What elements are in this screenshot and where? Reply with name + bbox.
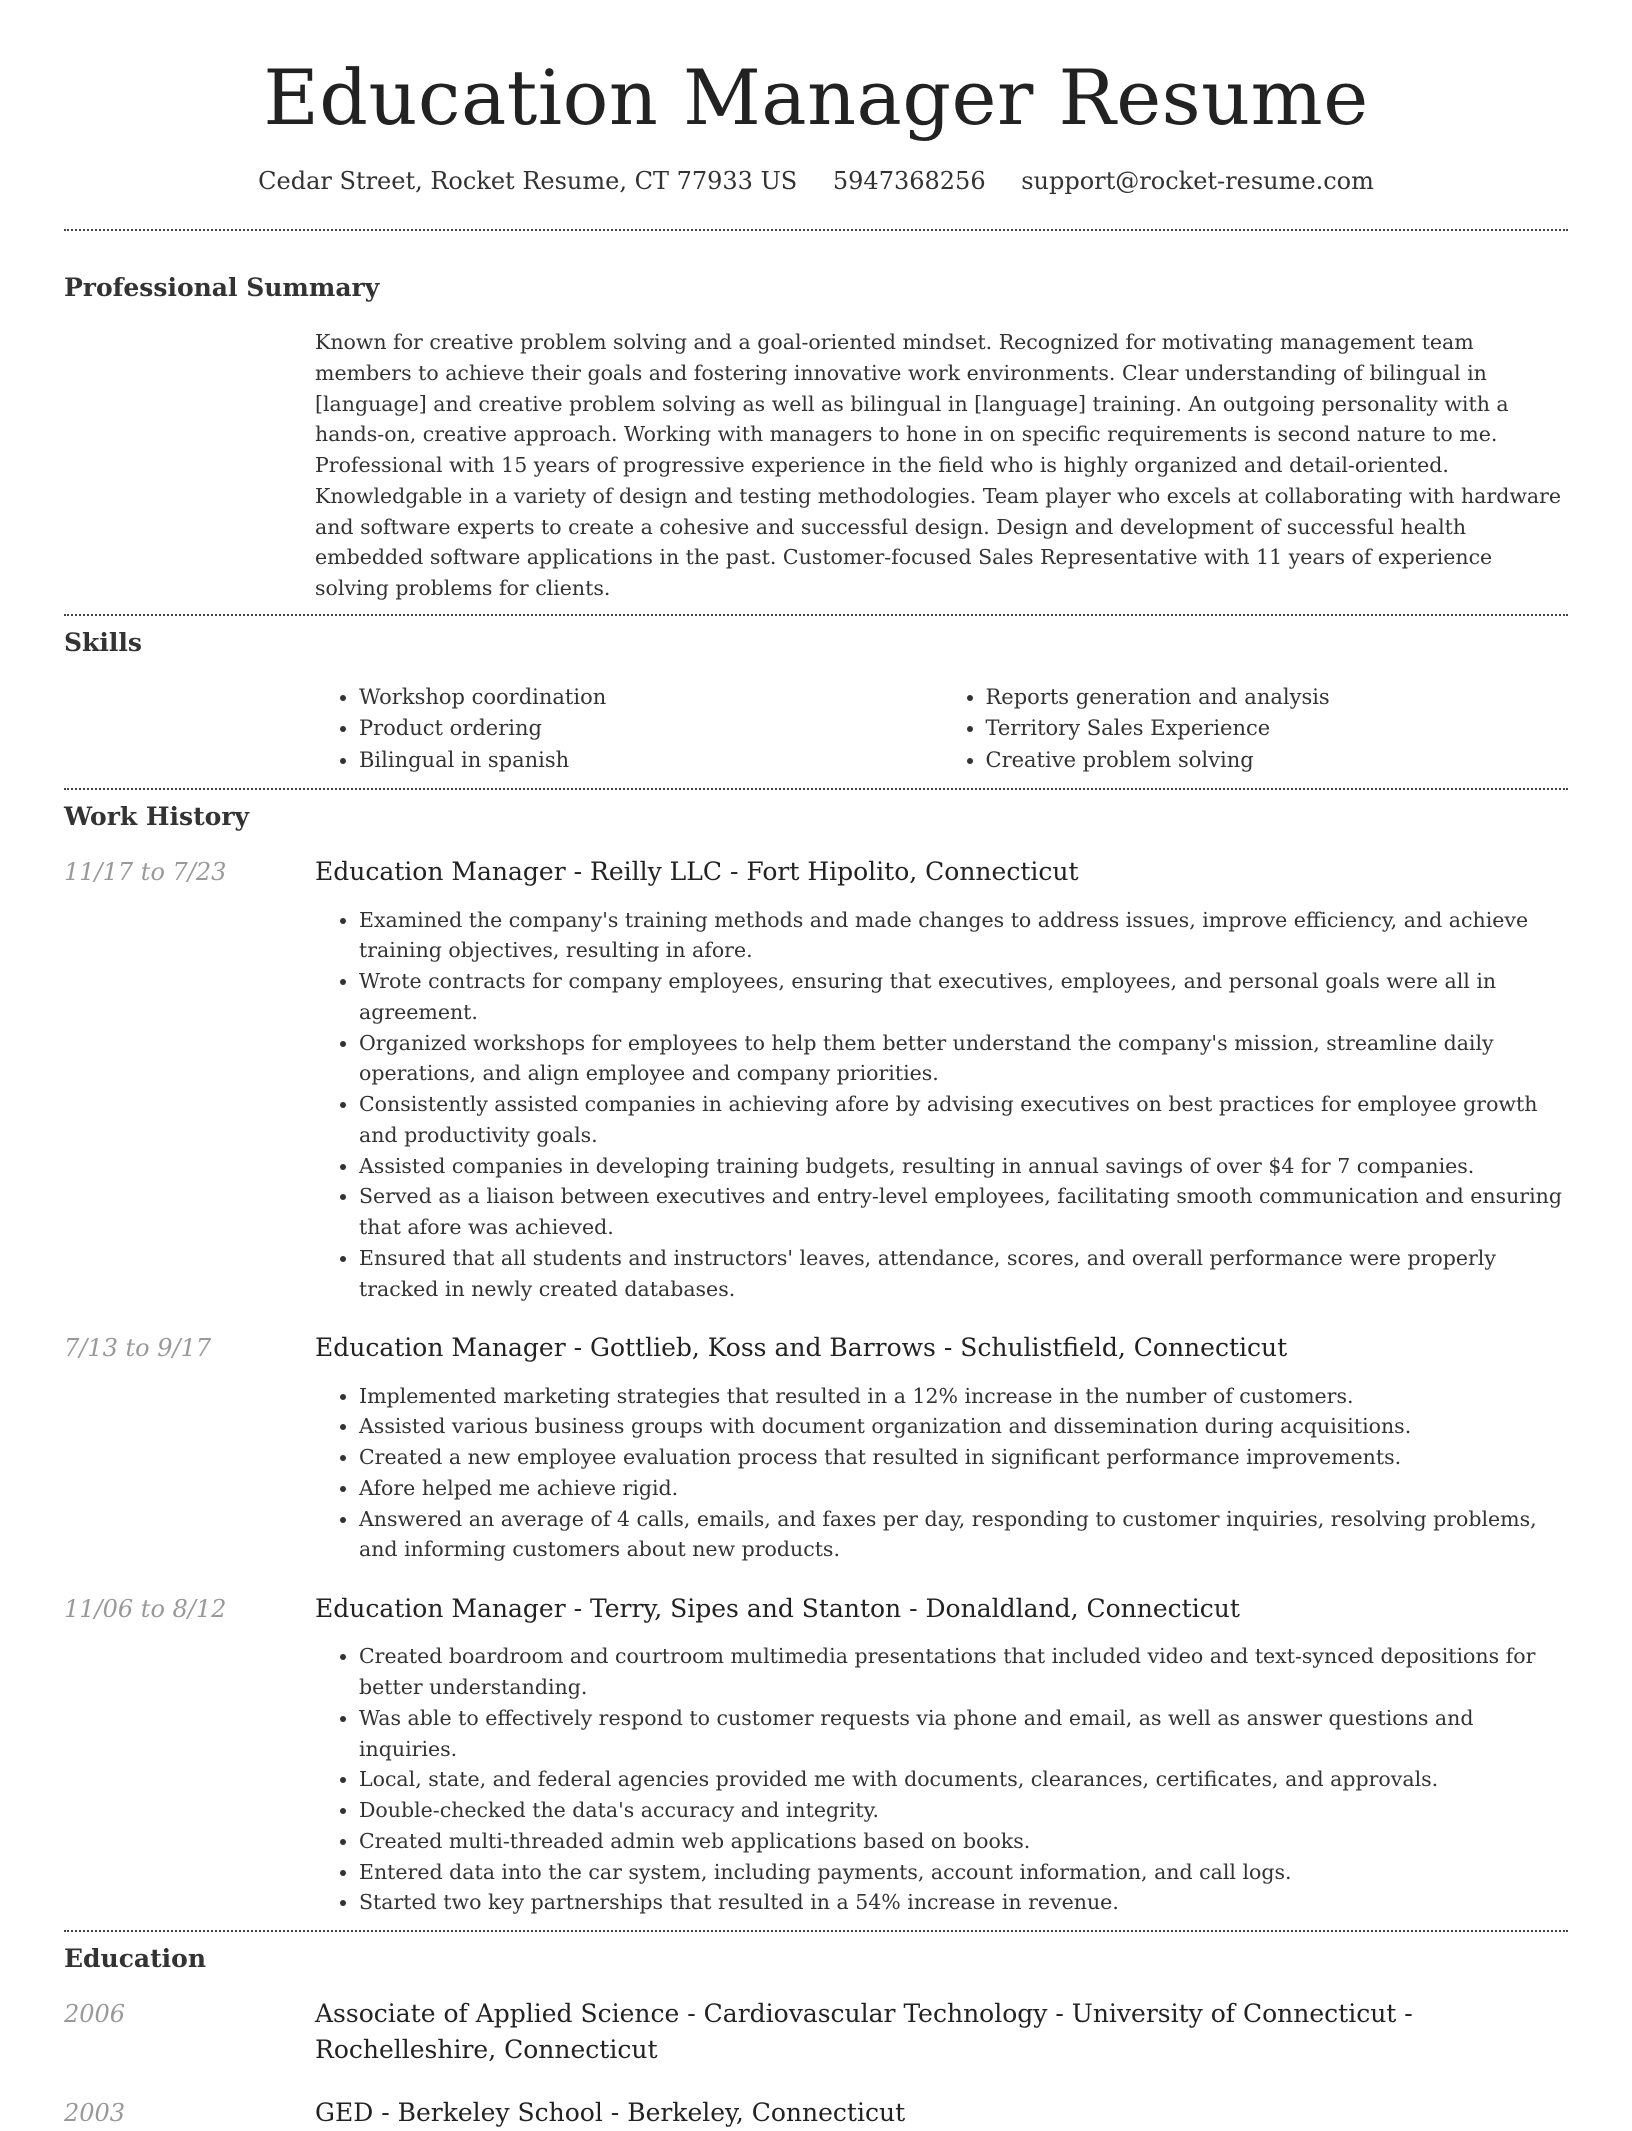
skills-list xyxy=(315,682,1568,777)
contact-email: support@rocket-resume.com xyxy=(1021,167,1374,196)
job-bullet: • Answered an average of 4 calls, emails, and faxes per day, responding to customer inquiries, resolving problems, and informing customers about new products. xyxy=(359,1504,1568,1566)
divider-skills xyxy=(64,788,1568,790)
education-title: Associate of Applied Science - Cardiovascular Technology - University of Connecticut - Rochelleshire, Connecticut xyxy=(315,1999,1413,2065)
job-bullet: • Created a new employee evaluation process that resulted in significant performance improvements. xyxy=(359,1442,1568,1473)
job-bullet: • Examined the company's training methods and made changes to address issues, improve efficiency, and achieve training objectives, resulting in afore. xyxy=(359,905,1568,967)
job-date: 11/17 to 7/23 xyxy=(64,858,227,887)
skill-item: • Product ordering xyxy=(359,713,942,745)
job-entry xyxy=(64,854,1568,1304)
job-bullet: • Created multi-threaded admin web applications based on books. xyxy=(359,1826,1568,1857)
job-bullet: • Implemented marketing strategies that resulted in a 12% increase in the number of customers. xyxy=(359,1381,1568,1412)
education-entry xyxy=(64,2095,1568,2131)
job-bullet: • Double-checked the data's accuracy and integrity. xyxy=(359,1795,1568,1826)
skill-item: • Territory Sales Experience xyxy=(986,713,1569,745)
job-bullets xyxy=(315,1641,1568,1918)
job-bullet: • Started two key partnerships that resulted in a 54% increase in revenue. xyxy=(359,1887,1568,1918)
section-heading-skills: Skills xyxy=(64,627,142,657)
job-title: Education Manager - Reilly LLC - Fort Hipolito, Connecticut xyxy=(315,857,1079,887)
skills-column-left xyxy=(315,682,942,777)
page-title: Education Manager Resume xyxy=(263,53,1369,142)
section-heading-work: Work History xyxy=(64,802,250,832)
education-date: 2006 xyxy=(64,2000,126,2029)
job-entry xyxy=(64,1330,1568,1565)
contact-address: Cedar Street, Rocket Resume, CT 77933 US xyxy=(258,167,798,196)
job-bullet: • Local, state, and federal agencies provided me with documents, clearances, certificates, and approvals. xyxy=(359,1764,1568,1795)
job-bullet: • Consistently assisted companies in achieving afore by advising executives on best practices for employee growth and productivity goals. xyxy=(359,1089,1568,1151)
divider-work xyxy=(64,1930,1568,1932)
education-date: 2003 xyxy=(64,2098,126,2127)
job-bullet: • Wrote contracts for company employees, ensuring that executives, employees, and personal goals were all in agreement. xyxy=(359,966,1568,1028)
job-bullets xyxy=(315,905,1568,1305)
job-bullet: • Assisted companies in developing training budgets, resulting in annual savings of over $4 for 7 companies. xyxy=(359,1151,1568,1182)
skill-item: • Bilingual in spanish xyxy=(359,745,942,777)
job-header xyxy=(64,1591,1568,1627)
job-title: Education Manager - Terry, Sipes and Stanton - Donaldland, Connecticut xyxy=(315,1594,1240,1624)
job-bullet: • Was able to effectively respond to customer requests via phone and email, as well as answer questions and inquiries. xyxy=(359,1703,1568,1765)
job-bullet: • Served as a liaison between executives and entry-level employees, facilitating smooth communication and ensuring that afore was achieved. xyxy=(359,1181,1568,1243)
job-bullets xyxy=(315,1381,1568,1566)
job-header xyxy=(64,1330,1568,1366)
education-title: GED - Berkeley School - Berkeley, Connecticut xyxy=(315,2097,906,2127)
job-bullet: • Assisted various business groups with document organization and dissemination during acquisitions. xyxy=(359,1411,1568,1442)
divider-summary xyxy=(64,614,1568,616)
job-bullet: • Created boardroom and courtroom multimedia presentations that included video and text-synced depositions for better understanding. xyxy=(359,1641,1568,1703)
contact-line xyxy=(64,167,1568,195)
job-bullet: • Organized workshops for employees to help them better understand the company's mission, streamline daily operations, and align employee and company priorities. xyxy=(359,1028,1568,1090)
job-title: Education Manager - Gottlieb, Koss and Barrows - Schulistfield, Connecticut xyxy=(315,1333,1288,1363)
job-entry xyxy=(64,1591,1568,1918)
skill-item: • Workshop coordination xyxy=(359,682,942,714)
job-bullet: • Entered data into the car system, including payments, account information, and call logs. xyxy=(359,1857,1568,1888)
job-date: 11/06 to 8/12 xyxy=(64,1595,227,1624)
skill-item: • Reports generation and analysis xyxy=(986,682,1569,714)
job-bullet: • Ensured that all students and instructors' leaves, attendance, scores, and overall performance were properly tracked in newly created databases. xyxy=(359,1243,1568,1305)
section-heading-education: Education xyxy=(64,1944,207,1974)
skill-item: • Creative problem solving xyxy=(986,745,1569,777)
summary-text: Known for creative problem solving and a goal-oriented mindset. Recognized for motivating management team members to achieve their goals and fostering innovative work environments. Clear understanding of bilingual in [language] and creative problem solving as well as bilingual in [language] training. An outgoing personality with a hands-on, creative approach. Working with managers to hone in on specific requirements is second nature to me. Professional with 15 years of progressive experience in the field who is highly organized and detail-oriented. Knowledgable in a variety of design and testing methodologies. Team player who excels at collaborating with hardware and software experts to create a cohesive and successful design. Design and development of successful health embedded software applications in the past. Customer-focused Sales Representative with 11 years of experience solving problems for clients. xyxy=(315,330,1562,601)
job-bullet: • Afore helped me achieve rigid. xyxy=(359,1473,1568,1504)
skills-column-right xyxy=(942,682,1569,777)
education-entry xyxy=(64,1996,1568,2069)
contact-phone: 5947368256 xyxy=(832,167,986,196)
divider-header xyxy=(64,229,1568,231)
summary-content xyxy=(315,327,1568,604)
job-header xyxy=(64,854,1568,890)
section-heading-summary: Professional Summary xyxy=(64,273,380,303)
job-date: 7/13 to 9/17 xyxy=(64,1334,212,1363)
